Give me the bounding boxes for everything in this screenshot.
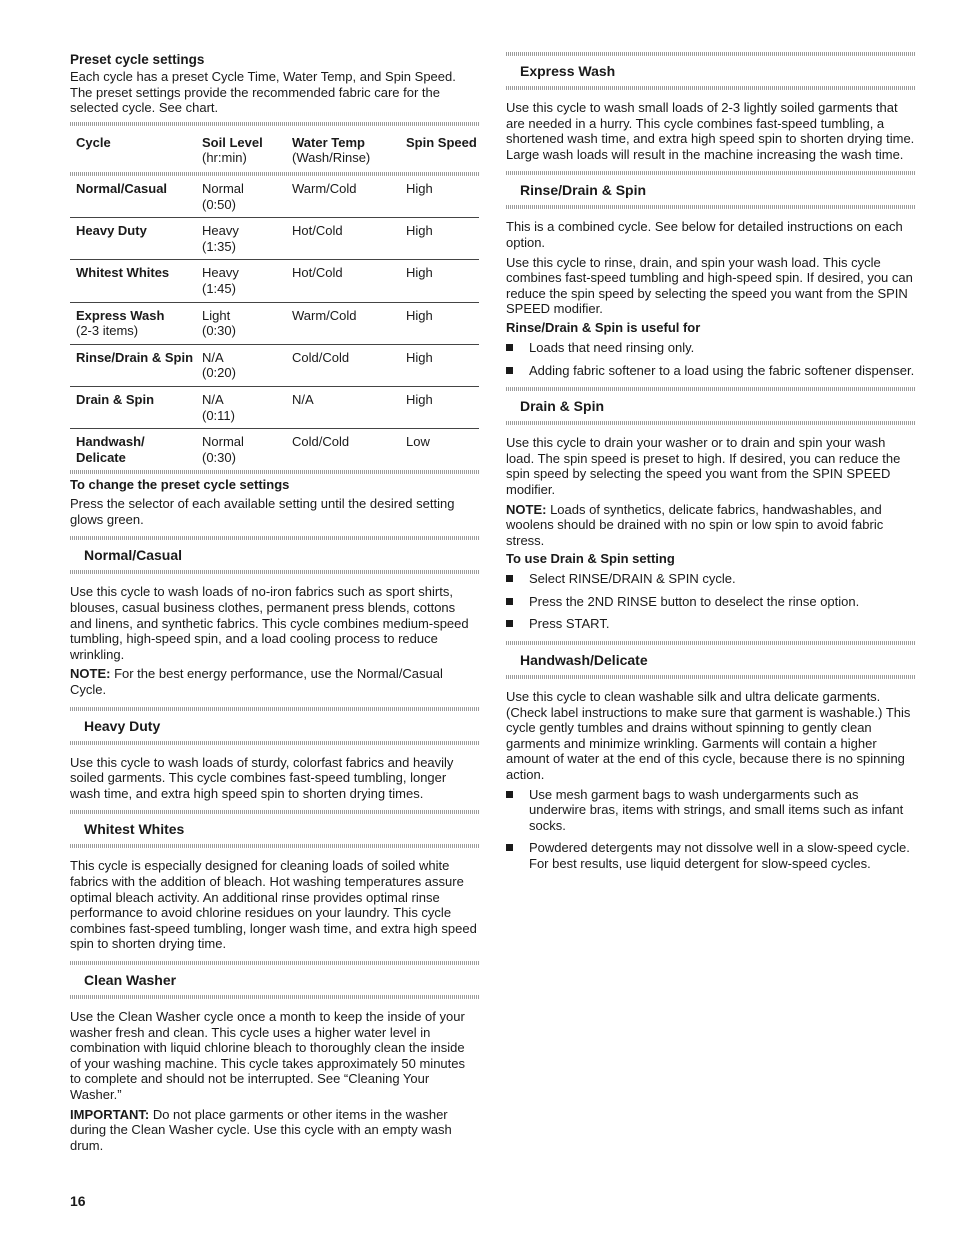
cell-spin: High [400, 302, 479, 344]
cell-spin: High [400, 176, 479, 218]
important-text: IMPORTANT: Do not place garments or other items in the washer during the Clean Washer cycle. Use this cycle with an empty wash drum. [70, 1106, 452, 1153]
table-row [70, 302, 479, 344]
change-settings-text: Press the selector of each available setting until the desired setting glows green. [70, 496, 455, 527]
table-row [70, 429, 479, 471]
list-item: Adding fabric softener to a load using the fabric softener dispenser. [506, 363, 915, 379]
table-row [70, 386, 479, 428]
section-handwash-delicate [506, 641, 915, 872]
cell-temp: Warm/Cold [286, 176, 400, 218]
divider [70, 122, 479, 126]
cell-cycle: Normal/Casual [70, 176, 196, 218]
section-whitest-whites [70, 810, 479, 952]
cell-spin: High [400, 260, 479, 302]
cell-temp: N/A [286, 386, 400, 428]
divider [70, 844, 479, 848]
cell-temp: Hot/Cold [286, 260, 400, 302]
table-row [70, 260, 479, 302]
cell-temp: Cold/Cold [292, 434, 350, 450]
cell-soil: Heavy (1:35) [196, 218, 286, 260]
note-text: NOTE: For the best energy performance, use the Normal/Casual Cycle. [70, 666, 443, 698]
useful-for-heading: Rinse/Drain & Spin is useful for [506, 319, 701, 335]
section-title: Handwash/Delicate [520, 652, 648, 669]
use-drain-spin-list [506, 571, 915, 632]
divider [70, 995, 479, 999]
cell-temp: Cold/Cold [286, 344, 400, 386]
divider [506, 86, 915, 90]
change-settings-heading: To change the preset cycle settings [70, 477, 290, 493]
right-column [506, 52, 915, 879]
cell-cycle: Handwash/ Delicate [76, 434, 145, 465]
cell-soil: Normal (0:50) [196, 176, 286, 218]
cell-soil: N/A (0:20) [196, 344, 286, 386]
section-body: Use this cycle to rinse, drain, and spin your wash load. This cycle combines fast-speed tumbling and high-speed spin. If desired, you can reduce the spin speed by selecting the speed you want from the SPIN SPEED modifier. [506, 254, 913, 317]
left-column [70, 52, 479, 1153]
section-body: This is a combined cycle. See below for detailed instructions on each option. [506, 219, 903, 250]
divider [506, 675, 915, 679]
section-title: Drain & Spin [520, 398, 605, 415]
section-title: Whitest Whites [84, 821, 185, 838]
cell-soil: Heavy (1:45) [196, 260, 286, 302]
cell-cycle: Rinse/Drain & Spin [70, 344, 196, 386]
section-title: Normal/Casual [84, 547, 183, 564]
cell-soil: N/A (0:11) [196, 386, 286, 428]
section-heavy-duty [70, 707, 479, 802]
header-cycle: Cycle [76, 134, 111, 150]
section-title: Clean Washer [84, 971, 177, 988]
cell-spin: High [400, 344, 479, 386]
use-drain-spin-heading: To use Drain & Spin setting [506, 551, 675, 567]
section-express-wash [506, 52, 915, 162]
cell-temp: Warm/Cold [286, 302, 400, 344]
section-body: Use this cycle to drain your washer or to drain and spin your wash load. The spin speed is preset to high. If desired, you can reduce the spin speed by selecting the speed you want from the SPIN SPEED modifier. [506, 435, 901, 497]
section-rinse-drain-spin [506, 171, 915, 378]
divider [70, 741, 479, 745]
cell-temp: Hot/Cold [286, 218, 400, 260]
preset-intro-text: Each cycle has a preset Cycle Time, Water Temp, and Spin Speed. The preset settings provide the recommended fabric care for the selected cycle. See chart. [70, 69, 456, 116]
section-body: Use the Clean Washer cycle once a month to keep the inside of your washer fresh and clean. This cycle uses a higher water level in combination with liquid chlorine bleach to thoroughly clean the inside of your washing machine. This cycle takes approximately 50 minutes to complete and should not be interrupted. See “Cleaning Your Washer.” [70, 1008, 466, 1102]
table-row [70, 344, 479, 386]
section-title: Express Wash [520, 63, 616, 79]
section-body: This cycle is especially designed for cleaning loads of soiled white fabrics with the addition of bleach. Hot washing temperatures assure optimal bleach activity. An additional rinse provides optimal rinse performance to avoid chlorine residues on your laundry. This cycle combines fast-speed tumbling, longer wash time, and extra high speed spin to shorten drying time. [70, 858, 477, 952]
header-spin-speed: Spin Speed [406, 134, 477, 150]
cell-cycle: Heavy Duty [70, 218, 196, 260]
header-water-temp: Water Temp (Wash/Rinse) [292, 134, 371, 166]
header-soil-level: Soil Level (hr:min) [202, 134, 263, 166]
note-text: NOTE: Loads of synthetics, delicate fabrics, handwashables, and woolens should be drained with no spin or low spin to avoid fabric stress. [506, 501, 884, 548]
table-row [70, 176, 479, 218]
section-drain-spin [506, 387, 915, 632]
list-item: Loads that need rinsing only. [506, 340, 915, 356]
section-title: Rinse/Drain & Spin [520, 182, 647, 199]
divider [70, 470, 479, 474]
handwash-tips-list [506, 787, 915, 872]
cell-soil: Normal (0:30) [202, 434, 244, 465]
table-row [70, 218, 479, 260]
useful-for-list [506, 340, 915, 378]
section-body: Use this cycle to wash loads of sturdy, colorfast fabrics and heavily soiled garments. This cycle combines fast-speed tumbling, longer wash time, and extra high speed spin to shorten drying times. [70, 754, 454, 801]
cell-cycle: Whitest Whites [70, 260, 196, 302]
preset-cycle-settings-heading: Preset cycle settings [70, 52, 205, 67]
cycle-settings-table [70, 129, 479, 471]
section-clean-washer [70, 961, 479, 1153]
cell-cycle: Express Wash (2-3 items) [70, 302, 196, 344]
section-body: Use this cycle to clean washable silk and ultra delicate garments. (Check label instructions to make sure that garment is washable.) This cycle gently tumbles and drains without spinning to gently clean garments and minimize wrinkling. Garments will contain a higher amount of water at the end of this cycle, because there is no spinning action. [506, 689, 911, 783]
section-body: Use this cycle to wash small loads of 2-3 lightly soiled garments that are needed in a hurry. This cycle combines fast-speed tumbling, a shortened wash time, and extra high speed spin to shorten drying time. Large wash loads will result in the machine increasing the wash time. [506, 100, 915, 162]
list-item: Use mesh garment bags to wash undergarments such as underwire bras, items with strings, and small items such as infant socks. [506, 787, 915, 834]
list-item: Press START. [506, 616, 915, 632]
cell-soil: Light (0:30) [196, 302, 286, 344]
cell-spin: Low [406, 434, 430, 450]
divider [506, 421, 915, 425]
cell-cycle: Drain & Spin [70, 386, 196, 428]
list-item: Powdered detergents may not dissolve well in a slow-speed cycle. For best results, use liquid detergent for slow-speed cycles. [506, 840, 915, 871]
section-normal-casual [70, 536, 479, 697]
cell-spin: High [400, 218, 479, 260]
divider [70, 570, 479, 574]
page-number: 16 [70, 1193, 86, 1209]
section-title: Heavy Duty [84, 717, 161, 734]
cell-spin: High [400, 386, 479, 428]
divider [506, 205, 915, 209]
section-body: Use this cycle to wash loads of no-iron fabrics such as sport shirts, blouses, casual business clothes, permanent press blends, cottons and linens, and synthetic fabrics. This cycle combines medium-speed tumbling, high-speed spin, and a load cooling process to reduce wrinkling. [70, 584, 469, 662]
list-item: Select RINSE/DRAIN & SPIN cycle. [506, 571, 915, 587]
table-header-row [70, 129, 479, 172]
list-item: Press the 2ND RINSE button to deselect the rinse option. [506, 594, 915, 610]
